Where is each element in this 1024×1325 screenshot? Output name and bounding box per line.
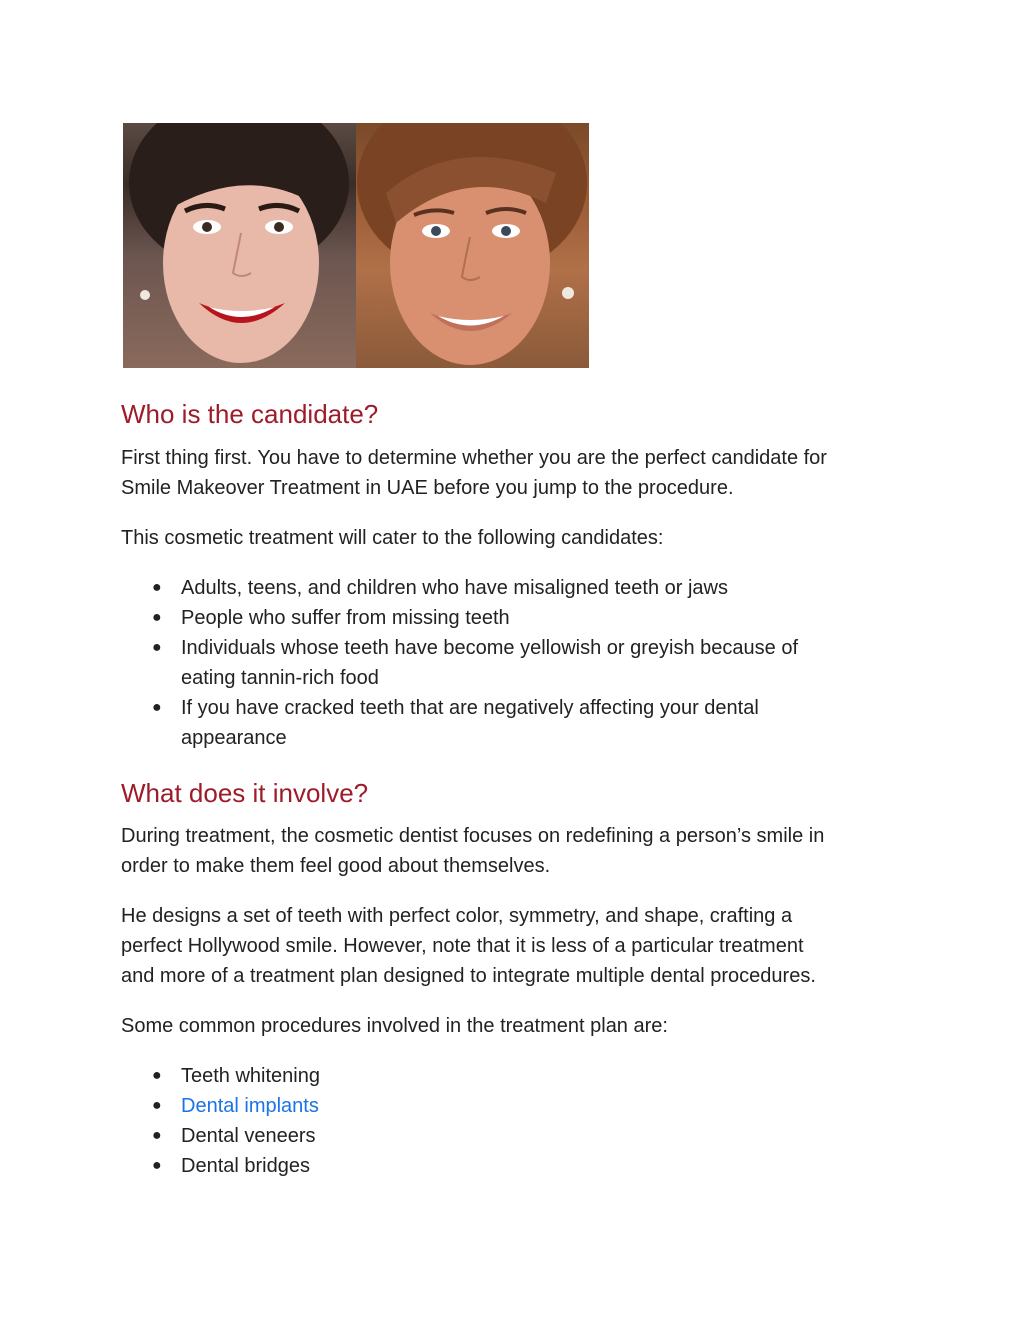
bullet-icon: ●	[152, 579, 162, 596]
candidate-intro-paragraph	[121, 443, 911, 503]
list-item	[121, 573, 901, 603]
section-heading-candidate: Who is the candidate?	[121, 399, 379, 429]
paragraph-line: During treatment, the cosmetic dentist focuses on redefining a person’s smile in	[121, 825, 825, 847]
procedures-lead-paragraph: Some common procedures involved in the treatment plan are:	[121, 1015, 668, 1037]
involve-design-paragraph	[121, 901, 911, 991]
list-item-text: If you have cracked teeth that are negatively affecting your dental	[181, 697, 759, 719]
list-item	[121, 1151, 901, 1181]
photo-right-face	[356, 123, 589, 368]
list-item	[121, 1091, 901, 1121]
list-item-text: People who suffer from missing teeth	[181, 607, 510, 629]
bullet-icon: ●	[152, 1157, 162, 1174]
list-item-text: eating tannin-rich food	[181, 667, 379, 689]
bullet-icon: ●	[152, 1127, 162, 1144]
dental-implants-link[interactable]: Dental implants	[181, 1095, 319, 1117]
list-item	[121, 603, 901, 633]
list-item	[121, 693, 901, 753]
list-item-text: Dental bridges	[181, 1155, 310, 1177]
list-item-text: Dental veneers	[181, 1125, 316, 1147]
list-item-text: appearance	[181, 727, 287, 749]
bullet-icon: ●	[152, 1067, 162, 1084]
candidate-lead-paragraph: This cosmetic treatment will cater to the following candidates:	[121, 527, 664, 549]
bullet-icon: ●	[152, 1097, 162, 1114]
bullet-icon: ●	[152, 639, 162, 656]
list-item-text: Adults, teens, and children who have misaligned teeth or jaws	[181, 577, 728, 599]
list-item	[121, 1121, 901, 1151]
bullet-icon: ●	[152, 609, 162, 626]
paragraph-line: order to make them feel good about themselves.	[121, 855, 551, 877]
paragraph-line: and more of a treatment plan designed to integrate multiple dental procedures.	[121, 965, 816, 987]
list-item-text: Individuals whose teeth have become yellowish or greyish because of	[181, 637, 799, 659]
paragraph-line: First thing first. You have to determine whether you are the perfect candidate for	[121, 447, 827, 469]
before-after-photo	[123, 123, 589, 368]
bullet-icon: ●	[152, 699, 162, 716]
candidate-list	[121, 573, 901, 753]
photo-left-face	[123, 123, 356, 368]
section-heading-involve: What does it involve?	[121, 778, 369, 808]
list-item	[121, 633, 901, 693]
paragraph-line: Smile Makeover Treatment in UAE before you jump to the procedure.	[121, 477, 734, 499]
involve-intro-paragraph	[121, 821, 911, 881]
list-item	[121, 1061, 901, 1091]
list-item-text: Teeth whitening	[181, 1065, 320, 1087]
procedures-list	[121, 1061, 901, 1181]
paragraph-line: perfect Hollywood smile. However, note that it is less of a particular treatment	[121, 935, 804, 957]
paragraph-line: He designs a set of teeth with perfect color, symmetry, and shape, crafting a	[121, 905, 793, 927]
